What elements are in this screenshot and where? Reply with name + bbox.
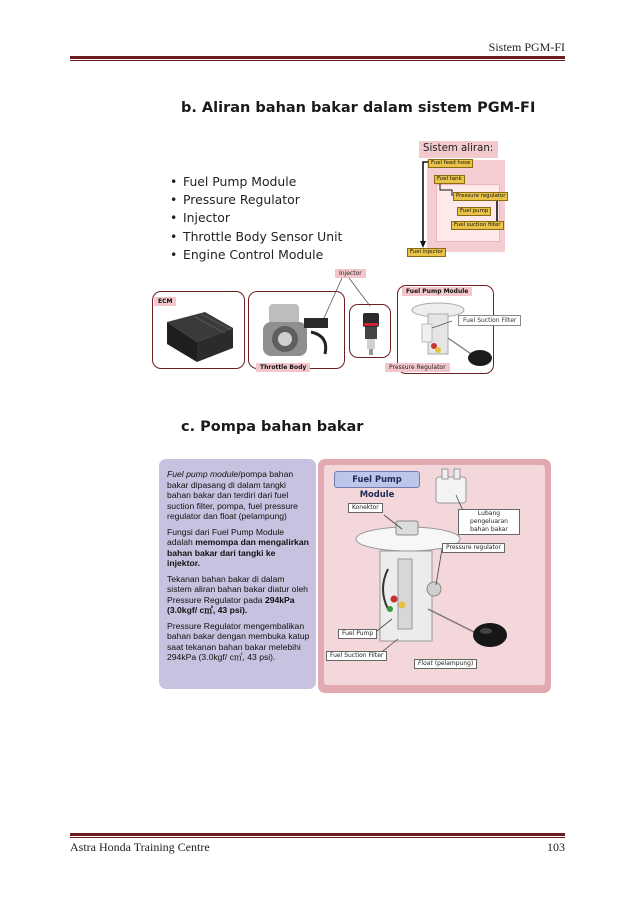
- flow-node-fuel-tank: Fuel tank: [434, 175, 465, 184]
- component-photo-strip: [152, 266, 517, 374]
- pressure-regulator-label: Pressure Regulator: [385, 363, 450, 372]
- flow-node-fuel-pump: Fuel pump: [457, 207, 491, 216]
- fuel-suction-filter-label: Fuel Suction Filter: [458, 315, 521, 326]
- component-list: [170, 173, 342, 264]
- fuel-pump-module-diagram: [318, 459, 551, 693]
- throttle-body-label: Throttle Body: [256, 363, 310, 372]
- list-item: • Fuel Pump Module: [170, 173, 342, 191]
- header-rule: [70, 56, 565, 61]
- list-item: • Throttle Body Sensor Unit: [170, 228, 342, 246]
- flow-header: Sistem aliran:: [419, 141, 498, 158]
- float-callout: Float (pelampung): [414, 659, 477, 669]
- list-item: • Injector: [170, 209, 342, 227]
- injector-label: Injector: [335, 269, 366, 278]
- description-paragraph: Tekanan bahan bakar di dalam sistem aliran bahan bakar diatur oleh Pressure Regulator pada 294kPa (3.0kgf/ c㎡, 43 psi).: [167, 573, 308, 615]
- list-item: • Pressure Regulator: [170, 191, 342, 209]
- fuel-pump-module-title: Fuel Pump Module: [334, 471, 420, 488]
- flow-node-fuel-injector: Fuel injector: [407, 248, 446, 257]
- ecm-label: ECM: [154, 297, 176, 306]
- description-paragraph: Pressure Regulator mengembalikan bahan bakar dengan membuka katup saat tekanan bahan bakar melebihi 294kPa (3.0kgf/ c㎡, 43 psi).: [167, 620, 310, 662]
- fuel-flow-diagram: [400, 138, 510, 258]
- flow-node-pressure-regulator: Pressure regulator: [453, 192, 508, 201]
- fuel-suction-filter-callout: Fuel Suction Filter: [326, 651, 387, 661]
- section-c-title: c. Pompa bahan bakar: [181, 419, 364, 435]
- section-b-title: b. Aliran bahan bakar dalam sistem PGM-FI: [181, 100, 536, 116]
- running-header: Sistem PGM-FI: [488, 40, 565, 54]
- fuel-outlet-label: Lubang pengeluaran bahan bakar: [458, 509, 520, 535]
- callout-lines: [152, 266, 494, 374]
- fuel-pump-description-box: [159, 459, 316, 689]
- footer-organization: Astra Honda Training Centre: [70, 840, 210, 854]
- flow-node-fuel-suction-filter: Fuel suction filter: [451, 221, 504, 230]
- pressure-regulator-callout: Pressure regulator: [442, 543, 505, 553]
- fuel-pump-callout: Fuel Pump: [338, 629, 377, 639]
- footer-rule: [70, 833, 565, 838]
- konektor-label: Konektor: [348, 503, 383, 513]
- flow-node-fuel-feed-hose: Fuel feed hose: [428, 159, 473, 168]
- description-paragraph: Fuel pump module/pompa bahan bakar dipasang di dalam tangki bahan bakar dan terdiri dari fuel suction filter, pompa, fuel pressure regulator dan float (pelampung): [167, 469, 298, 521]
- page-number: 103: [547, 840, 565, 854]
- description-paragraph: Fungsi dari Fuel Pump Module adalah memompa dan mengalirkan bahan bakar dari tangki ke injektor.: [167, 526, 309, 568]
- list-item: • Engine Control Module: [170, 246, 342, 264]
- fuel-pump-module-label: Fuel Pump Module: [402, 287, 472, 296]
